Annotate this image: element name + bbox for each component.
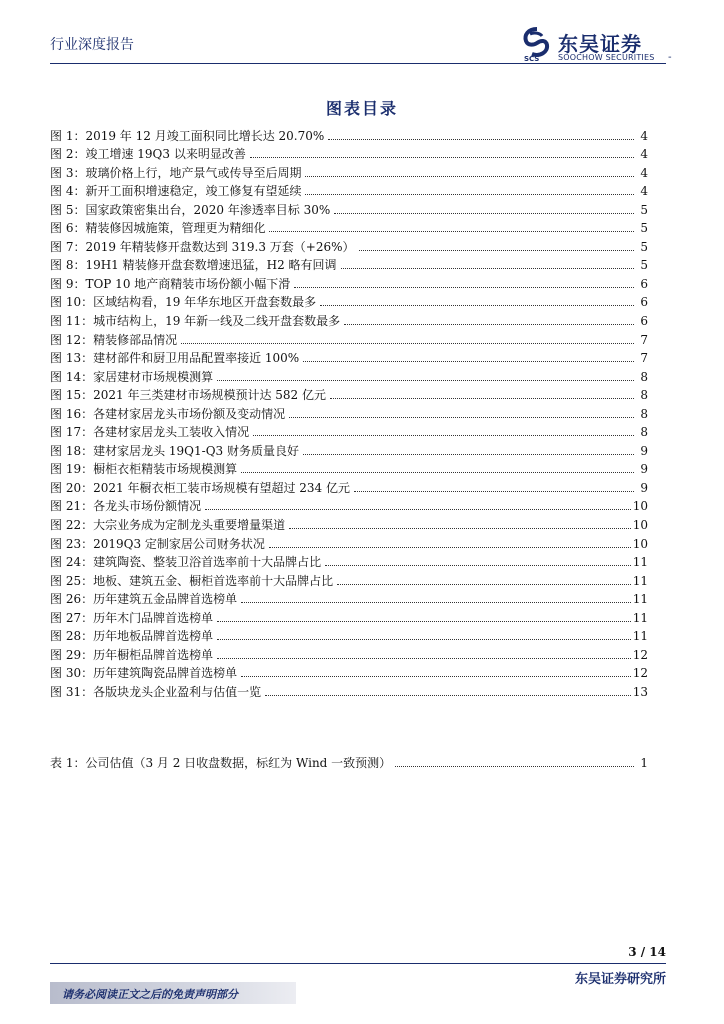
toc-dot-leader	[337, 584, 631, 585]
research-institute: 东吴证券研究所	[574, 972, 666, 987]
toc-entry-page: 5	[640, 258, 648, 273]
toc-dot-leader	[217, 658, 631, 659]
figure-toc-list	[50, 124, 648, 699]
toc-entry[interactable]	[50, 254, 648, 273]
toc-entry-label: 图 31：各版块龙头企业盈利与估值一览	[50, 684, 262, 699]
toc-entry-label: 图 25：地板、建筑五金、橱柜首选率前十大品牌占比	[50, 573, 334, 588]
toc-dot-leader	[303, 361, 634, 362]
toc-entry[interactable]	[50, 680, 648, 699]
toc-entry[interactable]	[50, 551, 648, 570]
toc-entry[interactable]	[50, 662, 648, 681]
toc-entry-page: 11	[632, 610, 648, 625]
toc-entry-page: 4	[640, 147, 648, 162]
toc-entry-label: 图 10：区域结构看，19 年华东地区开盘套数最多	[50, 295, 317, 310]
toc-dot-leader	[325, 565, 631, 566]
toc-entry-page: 4	[640, 128, 648, 143]
disclaimer-banner	[50, 982, 296, 1004]
toc-dot-leader	[294, 287, 634, 288]
header-dash: -	[668, 52, 672, 63]
toc-dot-leader	[303, 454, 634, 455]
toc-entry[interactable]	[50, 643, 648, 662]
toc-dot-leader	[320, 305, 634, 306]
toc-entry-page: 6	[640, 276, 648, 291]
toc-entry[interactable]	[50, 161, 648, 180]
toc-dot-leader	[205, 509, 631, 510]
toc-entry-label: 图 11：城市结构上，19 年新一线及二线开盘套数最多	[50, 314, 341, 329]
toc-dot-leader	[181, 343, 634, 344]
toc-entry-label: 图 15：2021 年三类建材市场规模预计达 582 亿元	[50, 388, 326, 403]
toc-entry-label: 图 17：各建材家居龙头工装收入情况	[50, 425, 250, 440]
toc-dot-leader	[334, 213, 634, 214]
toc-entry-label: 图 13：建材部件和厨卫用品配置率接近 100%	[50, 351, 300, 366]
toc-entry[interactable]	[50, 235, 648, 254]
toc-entry[interactable]	[50, 402, 648, 421]
toc-entry-page: 7	[640, 332, 648, 347]
toc-entry-label: 图 14：家居建材市场规模测算	[50, 369, 214, 384]
toc-entry-page: 8	[640, 369, 648, 384]
toc-dot-leader	[217, 621, 631, 622]
toc-entry-page: 7	[640, 351, 648, 366]
header-rule	[50, 63, 666, 64]
logo-mark-text: SCS	[524, 55, 540, 63]
toc-entry-page: 12	[632, 666, 648, 681]
toc-entry-label: 图 27：历年木门品牌首选榜单	[50, 610, 214, 625]
toc-entry-page: 5	[640, 239, 648, 254]
toc-entry[interactable]	[50, 347, 648, 366]
toc-entry-label: 图 16：各建材家居龙头市场份额及变动情况	[50, 406, 286, 421]
toc-dot-leader	[217, 639, 631, 640]
toc-entry[interactable]	[50, 309, 648, 328]
toc-entry-page: 11	[632, 555, 648, 570]
toc-entry[interactable]	[50, 180, 648, 199]
toc-entry[interactable]	[50, 532, 648, 551]
toc-entry-label: 图 24：建筑陶瓷、整装卫浴首选率前十大品牌占比	[50, 555, 322, 570]
toc-entry-page: 10	[632, 536, 648, 551]
brand-english-name: SOOCHOW SECURITIES	[558, 53, 655, 62]
page-number: 3 / 14	[628, 945, 666, 959]
toc-dot-leader	[269, 231, 634, 232]
toc-entry-page: 9	[640, 462, 648, 477]
toc-dot-leader	[250, 157, 634, 158]
toc-dot-leader	[341, 268, 634, 269]
table-toc-list	[50, 751, 648, 770]
toc-dot-leader	[330, 398, 634, 399]
toc-entry-label: 图 19：橱柜衣柜精装市场规模测算	[50, 462, 238, 477]
toc-entry-page: 1	[640, 755, 648, 770]
toc-entry-label: 图 1：2019 年 12 月竣工面积同比增长达 20.70%	[50, 128, 325, 143]
toc-entry-label: 图 3：玻璃价格上行，地产景气或传导至后周期	[50, 165, 302, 180]
toc-entry[interactable]	[50, 272, 648, 291]
toc-entry[interactable]	[50, 328, 648, 347]
toc-dot-leader	[241, 676, 631, 677]
toc-entry[interactable]	[50, 143, 648, 162]
toc-entry[interactable]	[50, 384, 648, 403]
toc-entry-page: 11	[632, 629, 648, 644]
toc-entry-label: 图 5：国家政策密集出台，2020 年渗透率目标 30%	[50, 202, 331, 217]
brand-name: 东吴证券	[558, 32, 642, 56]
toc-entry-page: 5	[640, 221, 648, 236]
toc-entry-page: 12	[632, 647, 648, 662]
toc-entry-label: 图 26：历年建筑五金品牌首选榜单	[50, 592, 238, 607]
toc-entry-label: 图 18：建材家居龙头 19Q1-Q3 财务质量良好	[50, 443, 299, 458]
header-report-type: 行业深度报告	[50, 37, 134, 53]
toc-dot-leader	[305, 176, 634, 177]
toc-entry-page: 8	[640, 425, 648, 440]
toc-dot-leader	[289, 528, 631, 529]
toc-dot-leader	[305, 194, 634, 195]
toc-entry[interactable]	[50, 513, 648, 532]
toc-entry-label: 图 9：TOP 10 地产商精装市场份额小幅下滑	[50, 276, 291, 291]
toc-entry-label: 图 20：2021 年橱衣柜工装市场规模有望超过 234 亿元	[50, 480, 350, 495]
toc-dot-leader	[253, 435, 634, 436]
toc-entry-page: 11	[632, 592, 648, 607]
toc-entry-page: 5	[640, 202, 648, 217]
toc-dot-leader	[269, 547, 631, 548]
footer-rule	[50, 963, 666, 964]
disclaimer-text: 请务必阅读正文之后的免责声明部分	[62, 988, 238, 1001]
toc-entry-label: 图 2：竣工增速 19Q3 以来明显改善	[50, 147, 246, 162]
toc-entry[interactable]	[50, 217, 648, 236]
toc-entry-page: 9	[640, 443, 648, 458]
toc-entry-label: 图 21：各龙头市场份额情况	[50, 499, 202, 514]
toc-dot-leader	[217, 380, 634, 381]
toc-dot-leader	[328, 139, 634, 140]
toc-entry-label: 图 30：历年建筑陶瓷品牌首选榜单	[50, 666, 238, 681]
toc-entry-label: 图 22：大宗业务成为定制龙头重要增量渠道	[50, 518, 286, 533]
toc-entry-page: 6	[640, 295, 648, 310]
toc-entry[interactable]	[50, 124, 648, 143]
toc-dot-leader	[289, 417, 634, 418]
toc-entry-page: 9	[640, 480, 648, 495]
toc-entry[interactable]	[50, 421, 648, 440]
toc-entry-page: 13	[632, 684, 648, 699]
company-logo	[520, 26, 670, 66]
toc-entry[interactable]	[50, 458, 648, 477]
toc-entry-page: 8	[640, 388, 648, 403]
toc-entry-page: 10	[632, 518, 648, 533]
toc-dot-leader	[354, 491, 634, 492]
toc-dot-leader	[241, 472, 634, 473]
toc-entry-label: 图 28：历年地板品牌首选榜单	[50, 629, 214, 644]
toc-entry-label: 图 8：19H1 精装修开盘套数增速迅猛，H2 略有回调	[50, 258, 337, 273]
toc-entry[interactable]	[50, 606, 648, 625]
toc-entry[interactable]	[50, 476, 648, 495]
toc-entry-page: 11	[632, 573, 648, 588]
toc-entry-label: 图 23：2019Q3 定制家居公司财务状况	[50, 536, 265, 551]
toc-entry[interactable]	[50, 495, 648, 514]
toc-entry-label: 图 4：新开工面积增速稳定，竣工修复有望延续	[50, 184, 302, 199]
toc-entry[interactable]	[50, 365, 648, 384]
toc-dot-leader	[265, 695, 631, 696]
toc-entry[interactable]	[50, 439, 648, 458]
toc-entry-label: 图 12：精装修部品情况	[50, 332, 178, 347]
toc-title: 图表目录	[325, 99, 398, 118]
toc-entry[interactable]	[50, 198, 648, 217]
toc-entry[interactable]	[50, 625, 648, 644]
toc-entry-page: 8	[640, 406, 648, 421]
toc-entry-label: 表 1：公司估值（3 月 2 日收盘数据，标红为 Wind 一致预测）	[50, 755, 392, 770]
toc-entry[interactable]	[50, 588, 648, 607]
toc-dot-leader	[344, 324, 634, 325]
toc-dot-leader	[395, 766, 634, 767]
toc-entry-page: 4	[640, 184, 648, 199]
toc-entry-page: 6	[640, 314, 648, 329]
toc-entry-page: 10	[632, 499, 648, 514]
toc-dot-leader	[359, 250, 634, 251]
toc-entry-label: 图 29：历年橱柜品牌首选榜单	[50, 647, 214, 662]
toc-entry-page: 4	[640, 165, 648, 180]
toc-entry[interactable]	[50, 291, 648, 310]
toc-entry-label: 图 6：精装修因城施策，管理更为精细化	[50, 221, 266, 236]
toc-entry[interactable]	[50, 569, 648, 588]
toc-dot-leader	[241, 602, 631, 603]
toc-entry-label: 图 7：2019 年精装修开盘数达到 319.3 万套（+26%）	[50, 239, 355, 254]
toc-entry[interactable]	[50, 751, 648, 770]
